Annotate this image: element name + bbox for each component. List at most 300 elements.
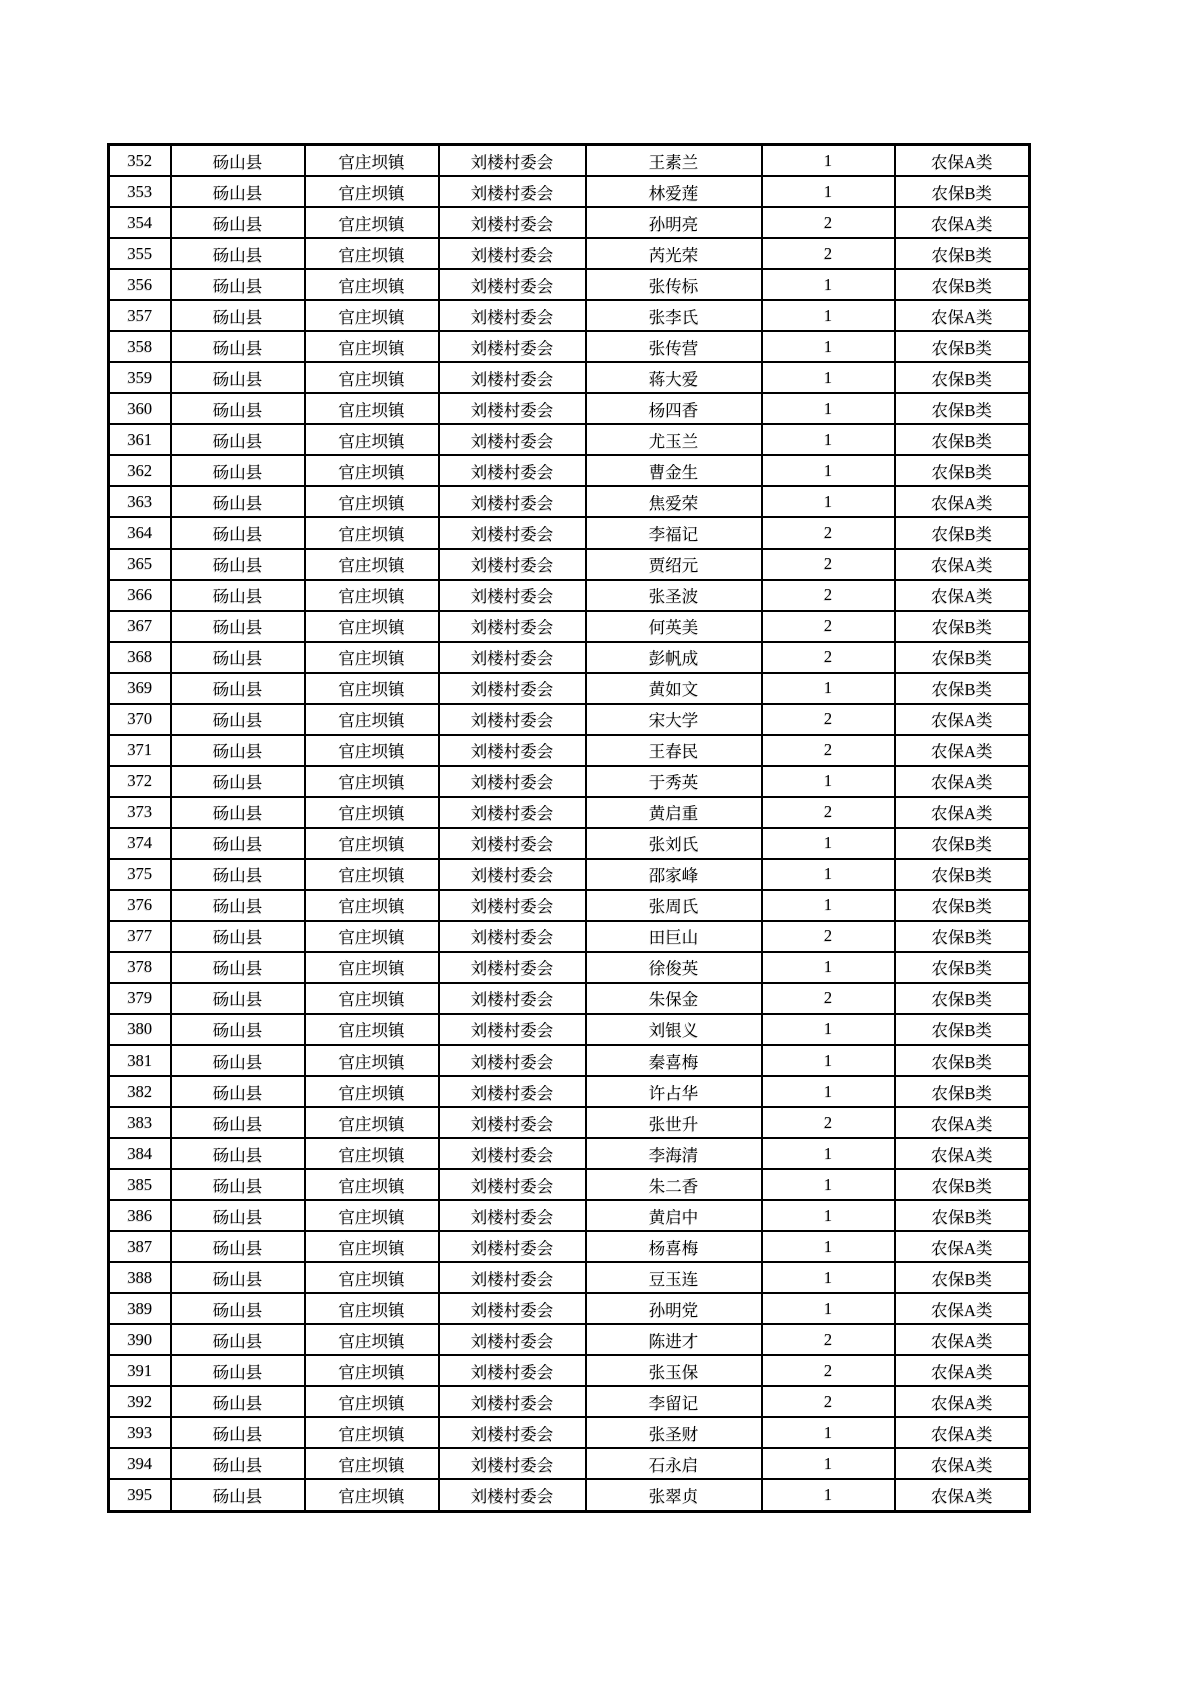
cell-village: 刘楼村委会 (439, 828, 586, 859)
cell-row-number: 360 (109, 393, 171, 424)
cell-village: 刘楼村委会 (439, 1200, 586, 1231)
table-row (109, 952, 1030, 983)
cell-village: 刘楼村委会 (439, 1355, 586, 1386)
cell-person-name: 张圣财 (586, 1417, 762, 1448)
cell-county: 砀山县 (171, 642, 305, 673)
cell-person-name: 王春民 (586, 735, 762, 766)
cell-village: 刘楼村委会 (439, 393, 586, 424)
cell-count: 1 (762, 176, 895, 207)
cell-category: 农保A类 (895, 735, 1030, 766)
table-row (109, 362, 1030, 393)
cell-village: 刘楼村委会 (439, 1262, 586, 1293)
cell-count: 1 (762, 331, 895, 362)
cell-category: 农保A类 (895, 300, 1030, 331)
table-row (109, 1014, 1030, 1045)
cell-village: 刘楼村委会 (439, 642, 586, 673)
table-body (109, 145, 1030, 1512)
cell-row-number: 378 (109, 952, 171, 983)
cell-town: 官庄坝镇 (305, 952, 439, 983)
cell-person-name: 王素兰 (586, 145, 762, 177)
cell-person-name: 贾绍元 (586, 549, 762, 580)
cell-village: 刘楼村委会 (439, 890, 586, 921)
cell-village: 刘楼村委会 (439, 207, 586, 238)
cell-village: 刘楼村委会 (439, 517, 586, 548)
cell-county: 砀山县 (171, 1200, 305, 1231)
table-row (109, 1262, 1030, 1293)
cell-town: 官庄坝镇 (305, 269, 439, 300)
cell-category: 农保A类 (895, 207, 1030, 238)
cell-town: 官庄坝镇 (305, 1448, 439, 1479)
cell-person-name: 许占华 (586, 1076, 762, 1107)
cell-category: 农保A类 (895, 1138, 1030, 1169)
cell-category: 农保B类 (895, 176, 1030, 207)
cell-village: 刘楼村委会 (439, 1231, 586, 1262)
cell-count: 2 (762, 1324, 895, 1355)
cell-person-name: 芮光荣 (586, 238, 762, 269)
table-row (109, 455, 1030, 486)
cell-category: 农保B类 (895, 1262, 1030, 1293)
cell-row-number: 363 (109, 486, 171, 517)
cell-category: 农保B类 (895, 1169, 1030, 1200)
cell-row-number: 388 (109, 1262, 171, 1293)
cell-count: 1 (762, 1200, 895, 1231)
cell-row-number: 394 (109, 1448, 171, 1479)
cell-count: 1 (762, 1417, 895, 1448)
cell-count: 2 (762, 207, 895, 238)
table-row (109, 673, 1030, 704)
cell-town: 官庄坝镇 (305, 1107, 439, 1138)
table-row (109, 828, 1030, 859)
cell-village: 刘楼村委会 (439, 673, 586, 704)
cell-count: 2 (762, 642, 895, 673)
table-row (109, 238, 1030, 269)
cell-person-name: 张翠贞 (586, 1479, 762, 1511)
table-row (109, 1479, 1030, 1511)
cell-village: 刘楼村委会 (439, 549, 586, 580)
cell-count: 1 (762, 1293, 895, 1324)
cell-person-name: 李福记 (586, 517, 762, 548)
cell-county: 砀山县 (171, 704, 305, 735)
cell-village: 刘楼村委会 (439, 1293, 586, 1324)
cell-county: 砀山县 (171, 1355, 305, 1386)
table-row (109, 1045, 1030, 1076)
cell-category: 农保B类 (895, 424, 1030, 455)
cell-category: 农保A类 (895, 145, 1030, 177)
cell-row-number: 384 (109, 1138, 171, 1169)
cell-person-name: 徐俊英 (586, 952, 762, 983)
cell-row-number: 353 (109, 176, 171, 207)
cell-count: 1 (762, 1262, 895, 1293)
cell-row-number: 392 (109, 1386, 171, 1417)
cell-town: 官庄坝镇 (305, 300, 439, 331)
cell-county: 砀山县 (171, 1448, 305, 1479)
cell-person-name: 黄启中 (586, 1200, 762, 1231)
cell-town: 官庄坝镇 (305, 393, 439, 424)
cell-category: 农保B类 (895, 952, 1030, 983)
cell-county: 砀山县 (171, 393, 305, 424)
cell-county: 砀山县 (171, 1293, 305, 1324)
cell-row-number: 359 (109, 362, 171, 393)
table-row (109, 1138, 1030, 1169)
cell-count: 2 (762, 580, 895, 611)
cell-person-name: 李留记 (586, 1386, 762, 1417)
cell-county: 砀山县 (171, 424, 305, 455)
table-row (109, 145, 1030, 177)
cell-row-number: 383 (109, 1107, 171, 1138)
cell-county: 砀山县 (171, 1045, 305, 1076)
cell-category: 农保B类 (895, 393, 1030, 424)
cell-row-number: 358 (109, 331, 171, 362)
cell-count: 1 (762, 1014, 895, 1045)
cell-village: 刘楼村委会 (439, 1045, 586, 1076)
cell-person-name: 于秀英 (586, 766, 762, 797)
table-row (109, 424, 1030, 455)
cell-person-name: 孙明党 (586, 1293, 762, 1324)
cell-county: 砀山县 (171, 1014, 305, 1045)
cell-person-name: 田巨山 (586, 921, 762, 952)
cell-person-name: 何英美 (586, 611, 762, 642)
cell-category: 农保B类 (895, 983, 1030, 1014)
cell-county: 砀山县 (171, 890, 305, 921)
cell-village: 刘楼村委会 (439, 735, 586, 766)
cell-count: 1 (762, 1076, 895, 1107)
cell-county: 砀山县 (171, 1324, 305, 1355)
cell-count: 2 (762, 611, 895, 642)
cell-category: 农保B类 (895, 238, 1030, 269)
cell-category: 农保B类 (895, 517, 1030, 548)
cell-category: 农保B类 (895, 673, 1030, 704)
cell-count: 1 (762, 393, 895, 424)
cell-row-number: 367 (109, 611, 171, 642)
cell-row-number: 380 (109, 1014, 171, 1045)
cell-village: 刘楼村委会 (439, 1386, 586, 1417)
table-row (109, 1200, 1030, 1231)
cell-town: 官庄坝镇 (305, 1355, 439, 1386)
cell-village: 刘楼村委会 (439, 952, 586, 983)
cell-row-number: 386 (109, 1200, 171, 1231)
cell-count: 1 (762, 952, 895, 983)
cell-village: 刘楼村委会 (439, 1014, 586, 1045)
cell-village: 刘楼村委会 (439, 1169, 586, 1200)
cell-category: 农保A类 (895, 549, 1030, 580)
cell-row-number: 382 (109, 1076, 171, 1107)
cell-category: 农保B类 (895, 921, 1030, 952)
table-row (109, 176, 1030, 207)
cell-village: 刘楼村委会 (439, 1417, 586, 1448)
cell-village: 刘楼村委会 (439, 1138, 586, 1169)
cell-county: 砀山县 (171, 1231, 305, 1262)
table-row (109, 1169, 1030, 1200)
cell-person-name: 黄如文 (586, 673, 762, 704)
table-row (109, 766, 1030, 797)
cell-category: 农保B类 (895, 269, 1030, 300)
cell-village: 刘楼村委会 (439, 331, 586, 362)
cell-category: 农保A类 (895, 766, 1030, 797)
cell-town: 官庄坝镇 (305, 1045, 439, 1076)
cell-county: 砀山县 (171, 238, 305, 269)
cell-county: 砀山县 (171, 983, 305, 1014)
cell-county: 砀山县 (171, 1169, 305, 1200)
cell-town: 官庄坝镇 (305, 207, 439, 238)
cell-row-number: 361 (109, 424, 171, 455)
cell-person-name: 张传营 (586, 331, 762, 362)
cell-county: 砀山县 (171, 1479, 305, 1511)
cell-row-number: 369 (109, 673, 171, 704)
cell-category: 农保B类 (895, 331, 1030, 362)
cell-town: 官庄坝镇 (305, 517, 439, 548)
cell-category: 农保B类 (895, 859, 1030, 890)
cell-row-number: 354 (109, 207, 171, 238)
cell-village: 刘楼村委会 (439, 1448, 586, 1479)
cell-town: 官庄坝镇 (305, 1262, 439, 1293)
cell-village: 刘楼村委会 (439, 1107, 586, 1138)
cell-county: 砀山县 (171, 1138, 305, 1169)
cell-person-name: 张圣波 (586, 580, 762, 611)
cell-count: 1 (762, 1479, 895, 1511)
table-row (109, 517, 1030, 548)
cell-count: 1 (762, 269, 895, 300)
cell-count: 1 (762, 486, 895, 517)
table-row (109, 859, 1030, 890)
cell-county: 砀山县 (171, 362, 305, 393)
cell-row-number: 365 (109, 549, 171, 580)
cell-category: 农保A类 (895, 704, 1030, 735)
table-row (109, 1231, 1030, 1262)
cell-person-name: 朱保金 (586, 983, 762, 1014)
cell-county: 砀山县 (171, 145, 305, 177)
cell-county: 砀山县 (171, 300, 305, 331)
cell-count: 1 (762, 300, 895, 331)
cell-person-name: 陈进才 (586, 1324, 762, 1355)
cell-county: 砀山县 (171, 455, 305, 486)
cell-count: 1 (762, 1231, 895, 1262)
cell-county: 砀山县 (171, 486, 305, 517)
cell-county: 砀山县 (171, 1107, 305, 1138)
cell-person-name: 宋大学 (586, 704, 762, 735)
cell-row-number: 393 (109, 1417, 171, 1448)
cell-town: 官庄坝镇 (305, 704, 439, 735)
cell-count: 1 (762, 890, 895, 921)
cell-count: 2 (762, 517, 895, 548)
table-row (109, 580, 1030, 611)
table-row (109, 1448, 1030, 1479)
cell-count: 1 (762, 424, 895, 455)
cell-row-number: 375 (109, 859, 171, 890)
cell-person-name: 张传标 (586, 269, 762, 300)
cell-village: 刘楼村委会 (439, 145, 586, 177)
cell-town: 官庄坝镇 (305, 486, 439, 517)
cell-row-number: 364 (109, 517, 171, 548)
cell-row-number: 390 (109, 1324, 171, 1355)
cell-count: 1 (762, 766, 895, 797)
table-row (109, 300, 1030, 331)
cell-county: 砀山县 (171, 331, 305, 362)
table-row (109, 704, 1030, 735)
cell-town: 官庄坝镇 (305, 1076, 439, 1107)
cell-county: 砀山县 (171, 952, 305, 983)
cell-row-number: 352 (109, 145, 171, 177)
cell-person-name: 豆玉连 (586, 1262, 762, 1293)
cell-town: 官庄坝镇 (305, 580, 439, 611)
cell-county: 砀山县 (171, 673, 305, 704)
cell-count: 2 (762, 1386, 895, 1417)
cell-row-number: 368 (109, 642, 171, 673)
cell-person-name: 蒋大爱 (586, 362, 762, 393)
table-row (109, 207, 1030, 238)
cell-row-number: 372 (109, 766, 171, 797)
cell-town: 官庄坝镇 (305, 424, 439, 455)
cell-row-number: 391 (109, 1355, 171, 1386)
table-row (109, 1076, 1030, 1107)
cell-category: 农保B类 (895, 611, 1030, 642)
table-row (109, 269, 1030, 300)
cell-count: 2 (762, 1355, 895, 1386)
cell-count: 1 (762, 1138, 895, 1169)
cell-village: 刘楼村委会 (439, 580, 586, 611)
cell-county: 砀山县 (171, 921, 305, 952)
cell-person-name: 杨四香 (586, 393, 762, 424)
table-row (109, 1107, 1030, 1138)
table-row (109, 549, 1030, 580)
cell-town: 官庄坝镇 (305, 766, 439, 797)
cell-village: 刘楼村委会 (439, 269, 586, 300)
cell-town: 官庄坝镇 (305, 735, 439, 766)
cell-village: 刘楼村委会 (439, 300, 586, 331)
cell-count: 1 (762, 455, 895, 486)
cell-row-number: 370 (109, 704, 171, 735)
cell-village: 刘楼村委会 (439, 486, 586, 517)
cell-village: 刘楼村委会 (439, 238, 586, 269)
cell-row-number: 366 (109, 580, 171, 611)
table-row (109, 486, 1030, 517)
cell-county: 砀山县 (171, 1417, 305, 1448)
cell-category: 农保B类 (895, 362, 1030, 393)
cell-category: 农保B类 (895, 642, 1030, 673)
cell-row-number: 389 (109, 1293, 171, 1324)
cell-count: 2 (762, 704, 895, 735)
cell-count: 1 (762, 145, 895, 177)
cell-town: 官庄坝镇 (305, 611, 439, 642)
cell-town: 官庄坝镇 (305, 890, 439, 921)
cell-county: 砀山县 (171, 549, 305, 580)
table-row (109, 331, 1030, 362)
cell-county: 砀山县 (171, 1076, 305, 1107)
cell-row-number: 385 (109, 1169, 171, 1200)
cell-count: 2 (762, 797, 895, 828)
cell-town: 官庄坝镇 (305, 362, 439, 393)
cell-row-number: 379 (109, 983, 171, 1014)
cell-count: 1 (762, 859, 895, 890)
cell-county: 砀山县 (171, 797, 305, 828)
cell-count: 2 (762, 549, 895, 580)
cell-person-name: 张周氏 (586, 890, 762, 921)
cell-village: 刘楼村委会 (439, 362, 586, 393)
cell-row-number: 373 (109, 797, 171, 828)
cell-village: 刘楼村委会 (439, 611, 586, 642)
cell-village: 刘楼村委会 (439, 766, 586, 797)
cell-count: 1 (762, 673, 895, 704)
cell-category: 农保A类 (895, 1293, 1030, 1324)
cell-person-name: 彭帆成 (586, 642, 762, 673)
cell-row-number: 377 (109, 921, 171, 952)
cell-village: 刘楼村委会 (439, 176, 586, 207)
cell-county: 砀山县 (171, 269, 305, 300)
cell-village: 刘楼村委会 (439, 859, 586, 890)
cell-town: 官庄坝镇 (305, 859, 439, 890)
cell-village: 刘楼村委会 (439, 983, 586, 1014)
cell-person-name: 林爱莲 (586, 176, 762, 207)
cell-category: 农保A类 (895, 1355, 1030, 1386)
cell-county: 砀山县 (171, 176, 305, 207)
cell-person-name: 朱二香 (586, 1169, 762, 1200)
cell-town: 官庄坝镇 (305, 921, 439, 952)
cell-count: 2 (762, 735, 895, 766)
cell-row-number: 371 (109, 735, 171, 766)
cell-row-number: 357 (109, 300, 171, 331)
cell-county: 砀山县 (171, 580, 305, 611)
cell-county: 砀山县 (171, 517, 305, 548)
cell-category: 农保A类 (895, 1107, 1030, 1138)
cell-county: 砀山县 (171, 1262, 305, 1293)
roster-table (107, 143, 1031, 1513)
cell-county: 砀山县 (171, 1386, 305, 1417)
table-row (109, 921, 1030, 952)
cell-town: 官庄坝镇 (305, 1417, 439, 1448)
cell-category: 农保A类 (895, 1479, 1030, 1511)
cell-category: 农保A类 (895, 797, 1030, 828)
table-row (109, 642, 1030, 673)
cell-person-name: 黄启重 (586, 797, 762, 828)
cell-category: 农保A类 (895, 1231, 1030, 1262)
cell-town: 官庄坝镇 (305, 1479, 439, 1511)
cell-town: 官庄坝镇 (305, 1138, 439, 1169)
cell-category: 农保B类 (895, 828, 1030, 859)
cell-category: 农保B类 (895, 1076, 1030, 1107)
cell-town: 官庄坝镇 (305, 673, 439, 704)
cell-village: 刘楼村委会 (439, 455, 586, 486)
cell-person-name: 张玉保 (586, 1355, 762, 1386)
cell-town: 官庄坝镇 (305, 1014, 439, 1045)
cell-village: 刘楼村委会 (439, 921, 586, 952)
cell-count: 1 (762, 1448, 895, 1479)
cell-count: 2 (762, 238, 895, 269)
table-row (109, 1324, 1030, 1355)
cell-person-name: 尤玉兰 (586, 424, 762, 455)
cell-county: 砀山县 (171, 611, 305, 642)
cell-town: 官庄坝镇 (305, 1200, 439, 1231)
cell-count: 1 (762, 828, 895, 859)
cell-category: 农保A类 (895, 580, 1030, 611)
cell-person-name: 刘银义 (586, 1014, 762, 1045)
cell-town: 官庄坝镇 (305, 1231, 439, 1262)
cell-category: 农保A类 (895, 1386, 1030, 1417)
cell-category: 农保B类 (895, 890, 1030, 921)
cell-person-name: 张世升 (586, 1107, 762, 1138)
cell-county: 砀山县 (171, 207, 305, 238)
cell-category: 农保B类 (895, 1045, 1030, 1076)
cell-person-name: 秦喜梅 (586, 1045, 762, 1076)
table-row (109, 983, 1030, 1014)
cell-person-name: 李海清 (586, 1138, 762, 1169)
cell-row-number: 376 (109, 890, 171, 921)
cell-count: 2 (762, 983, 895, 1014)
cell-town: 官庄坝镇 (305, 1169, 439, 1200)
table-row (109, 797, 1030, 828)
cell-count: 2 (762, 1107, 895, 1138)
table-row (109, 1355, 1030, 1386)
cell-county: 砀山县 (171, 859, 305, 890)
table-row (109, 611, 1030, 642)
